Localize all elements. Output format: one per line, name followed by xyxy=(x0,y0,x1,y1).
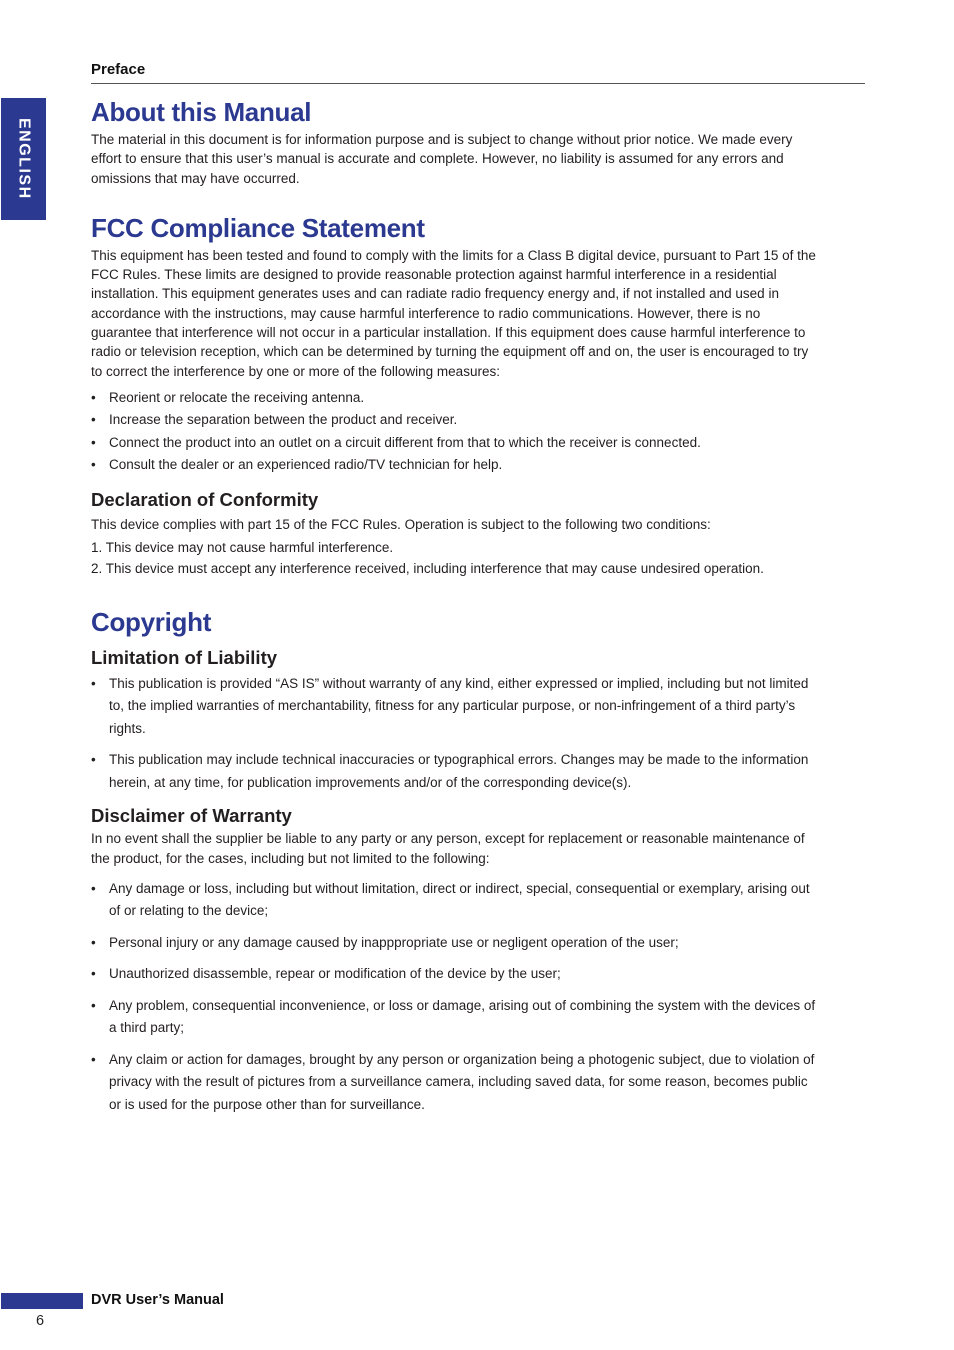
page-number: 6 xyxy=(36,1313,45,1329)
list-item: • Any claim or action for damages, brought by any person or organization being a photogenic subject, due to violation of privacy with the result of pictures from a surveillance camera, including saved data, for some reason, becomes public or is used for the purpose other than for surveillance. xyxy=(91,1049,819,1117)
about-manual-paragraph: The material in this document is for information purpose and is subject to change without prior notice. We made every effort to ensure that this user’s manual is accurate and complete. However, no liability is assumed for any errors and omissions that may have occurred. xyxy=(91,132,793,186)
fcc-measures-list xyxy=(91,387,819,477)
declaration-heading: Declaration of Conformity xyxy=(91,488,319,510)
list-item: • Increase the separation between the product and receiver. xyxy=(91,409,819,432)
list-item: • Reorient or relocate the receiving antenna. xyxy=(91,387,819,410)
list-item: • Any problem, consequential inconvenience, or loss or damage, arising out of combining the system with the devices of a third party; xyxy=(91,995,819,1040)
liability-list xyxy=(91,673,819,795)
header-divider xyxy=(91,83,865,84)
declaration-body xyxy=(91,515,819,579)
disclaimer-intro: In no event shall the supplier be liable to any party or any person, except for replacement or reasonable maintenance of the product, for the cases, including but not limited to the following: xyxy=(91,831,805,866)
footer-accent-bar xyxy=(1,1293,83,1309)
disclaimer-heading: Disclaimer of Warranty xyxy=(91,805,292,827)
about-manual-heading: About this Manual xyxy=(91,97,312,127)
running-header: Preface xyxy=(91,61,146,78)
copyright-heading: Copyright xyxy=(91,606,212,637)
language-tab xyxy=(1,98,46,220)
page-content xyxy=(91,93,819,1125)
declaration-condition: 1. This device may not cause harmful interference. xyxy=(91,540,394,556)
list-item: • This publication may include technical inaccuracies or typographical errors. Changes may be made to the information herein, at any time, for publication improvements and/or of the corresponding device(s). xyxy=(91,749,819,794)
list-item: • Any damage or loss, including but without limitation, direct or indirect, special, consequential or exemplary, arising out of or relating to the device; xyxy=(91,878,819,923)
list-item: • Connect the product into an outlet on a circuit different from that to which the receiver is connected. xyxy=(91,432,819,455)
language-tab-label: ENGLISH xyxy=(15,118,33,200)
list-item: • Unauthorized disassemble, repear or modification of the device by the user; xyxy=(91,963,819,986)
disclaimer-list xyxy=(91,878,819,1117)
footer-title: DVR User’s Manual xyxy=(91,1292,224,1308)
liability-heading: Limitation of Liability xyxy=(91,646,278,668)
list-item: • This publication is provided “AS IS” without warranty of any kind, either expressed or implied, including but not limited to, the implied warranties of merchantability, fitness for any particular purpose, or non-infringement of a third party’s rights. xyxy=(91,673,819,741)
fcc-statement-paragraph: This equipment has been tested and found to comply with the limits for a Class B digital device, pursuant to Part 15 of the FCC Rules. These limits are designed to provide reasonable protection against harmful interference in a residential installation. This equipment generates uses and can radiate radio frequency energy and, if not installed and used in accordance with the instructions, may cause harmful interference to radio communications. However, there is no guarantee that interference will not occur in a particular installation. If this equipment does cause harmful interference to radio or television reception, which can be determined by turning the equipment off and on, the user is encouraged to try to correct the interference by one or more of the following measures: xyxy=(91,247,816,379)
list-item: • Consult the dealer or an experienced radio/TV technician for help. xyxy=(91,454,819,477)
declaration-condition: 2. This device must accept any interference received, including interference that may cause undesired operation. xyxy=(91,560,764,576)
list-item: • Personal injury or any damage caused by inapppropriate use or negligent operation of the user; xyxy=(91,932,819,955)
declaration-intro: This device complies with part 15 of the FCC Rules. Operation is subject to the following two conditions: xyxy=(91,516,711,532)
fcc-statement-heading: FCC Compliance Statement xyxy=(91,212,425,243)
